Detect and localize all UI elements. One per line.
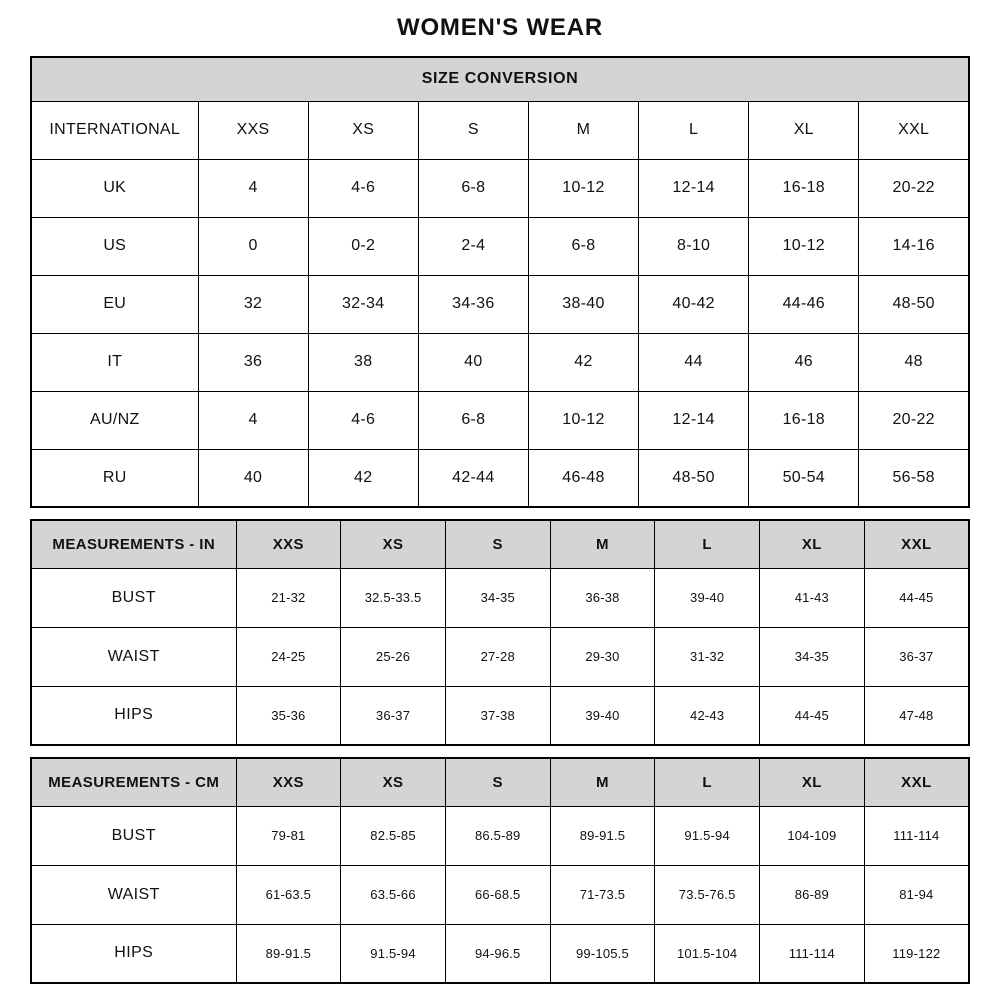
cell-value: 38 — [308, 333, 418, 391]
cell-value: 66-68.5 — [445, 865, 550, 924]
table-row — [31, 101, 969, 159]
row-label: BUST — [31, 806, 236, 865]
size-header-cell: XXS — [236, 758, 341, 806]
size-header-cell: XXL — [864, 758, 969, 806]
table-row — [31, 449, 969, 507]
cell-value: 39-40 — [550, 686, 655, 745]
cell-value: 89-91.5 — [550, 806, 655, 865]
cell-value: 6-8 — [418, 159, 528, 217]
size-header-cell: S — [445, 758, 550, 806]
cell-value: 47-48 — [864, 686, 969, 745]
cell-value: 2-4 — [418, 217, 528, 275]
cell-value: 4-6 — [308, 391, 418, 449]
cell-value: 104-109 — [760, 806, 865, 865]
cell-value: 10-12 — [528, 391, 638, 449]
row-label: EU — [31, 275, 198, 333]
size-conversion-header: SIZE CONVERSION — [31, 57, 969, 101]
cell-value: 14-16 — [859, 217, 969, 275]
cell-value: 94-96.5 — [445, 924, 550, 983]
cell-value: 40 — [198, 449, 308, 507]
cell-value: 24-25 — [236, 627, 341, 686]
table-row — [31, 627, 969, 686]
cell-value: 34-35 — [445, 568, 550, 627]
cell-value: 16-18 — [749, 159, 859, 217]
table-row — [31, 924, 969, 983]
size-header-cell: L — [655, 520, 760, 568]
cell-value: 73.5-76.5 — [655, 865, 760, 924]
cell-value: 81-94 — [864, 865, 969, 924]
cell-value: 61-63.5 — [236, 865, 341, 924]
cell-value: 20-22 — [859, 391, 969, 449]
cell-value: XL — [749, 101, 859, 159]
cell-value: 89-91.5 — [236, 924, 341, 983]
size-header-cell: M — [550, 520, 655, 568]
cell-value: 4 — [198, 159, 308, 217]
cell-value: 0-2 — [308, 217, 418, 275]
cell-value: 36-37 — [864, 627, 969, 686]
cell-value: 34-35 — [760, 627, 865, 686]
row-label: HIPS — [31, 686, 236, 745]
table-row — [31, 333, 969, 391]
measurements-cm-header-label: MEASUREMENTS - CM — [31, 758, 236, 806]
cell-value: 48 — [859, 333, 969, 391]
cell-value: 20-22 — [859, 159, 969, 217]
size-header-cell: L — [655, 758, 760, 806]
cell-value: 50-54 — [749, 449, 859, 507]
cell-value: 12-14 — [639, 159, 749, 217]
cell-value: XXL — [859, 101, 969, 159]
cell-value: 36 — [198, 333, 308, 391]
cell-value: 44-45 — [760, 686, 865, 745]
cell-value: 4 — [198, 391, 308, 449]
cell-value: S — [418, 101, 528, 159]
cell-value: 63.5-66 — [341, 865, 446, 924]
size-header-cell: XS — [341, 758, 446, 806]
cell-value: 0 — [198, 217, 308, 275]
table-row — [31, 391, 969, 449]
row-label: US — [31, 217, 198, 275]
table-row — [31, 568, 969, 627]
cell-value: 29-30 — [550, 627, 655, 686]
cell-value: 42 — [528, 333, 638, 391]
cell-value: 42-44 — [418, 449, 528, 507]
measurements-in-header-label: MEASUREMENTS - IN — [31, 520, 236, 568]
cell-value: 79-81 — [236, 806, 341, 865]
cell-value: XXS — [198, 101, 308, 159]
cell-value: 21-32 — [236, 568, 341, 627]
cell-value: L — [639, 101, 749, 159]
cell-value: 111-114 — [760, 924, 865, 983]
cell-value: 41-43 — [760, 568, 865, 627]
cell-value: 56-58 — [859, 449, 969, 507]
table-row — [31, 806, 969, 865]
cell-value: 42 — [308, 449, 418, 507]
measurements-in-table — [30, 519, 970, 746]
cell-value: M — [528, 101, 638, 159]
cell-value: 40 — [418, 333, 528, 391]
cell-value: 99-105.5 — [550, 924, 655, 983]
cell-value: 40-42 — [639, 275, 749, 333]
cell-value: 35-36 — [236, 686, 341, 745]
row-label: UK — [31, 159, 198, 217]
cell-value: 86.5-89 — [445, 806, 550, 865]
cell-value: 82.5-85 — [341, 806, 446, 865]
cell-value: 101.5-104 — [655, 924, 760, 983]
table-header-row — [31, 520, 969, 568]
size-conversion-table — [30, 56, 970, 508]
table-row — [31, 159, 969, 217]
row-label: AU/NZ — [31, 391, 198, 449]
cell-value: 38-40 — [528, 275, 638, 333]
row-label: BUST — [31, 568, 236, 627]
cell-value: 37-38 — [445, 686, 550, 745]
size-header-cell: M — [550, 758, 655, 806]
cell-value: 34-36 — [418, 275, 528, 333]
cell-value: 39-40 — [655, 568, 760, 627]
cell-value: 36-37 — [341, 686, 446, 745]
size-header-cell: XXS — [236, 520, 341, 568]
cell-value: 91.5-94 — [655, 806, 760, 865]
row-label: RU — [31, 449, 198, 507]
cell-value: 36-38 — [550, 568, 655, 627]
row-label: HIPS — [31, 924, 236, 983]
cell-value: 86-89 — [760, 865, 865, 924]
cell-value: 6-8 — [418, 391, 528, 449]
cell-value: 10-12 — [749, 217, 859, 275]
cell-value: 44-45 — [864, 568, 969, 627]
table-row — [31, 275, 969, 333]
cell-value: 46 — [749, 333, 859, 391]
cell-value: 48-50 — [639, 449, 749, 507]
size-header-cell: S — [445, 520, 550, 568]
cell-value: 48-50 — [859, 275, 969, 333]
size-header-cell: XL — [760, 758, 865, 806]
table-row — [31, 865, 969, 924]
row-label: IT — [31, 333, 198, 391]
cell-value: 16-18 — [749, 391, 859, 449]
cell-value: 25-26 — [341, 627, 446, 686]
table-header-row — [31, 57, 969, 101]
cell-value: 32.5-33.5 — [341, 568, 446, 627]
cell-value: 42-43 — [655, 686, 760, 745]
row-label: WAIST — [31, 865, 236, 924]
row-label: WAIST — [31, 627, 236, 686]
cell-value: 8-10 — [639, 217, 749, 275]
cell-value: 111-114 — [864, 806, 969, 865]
cell-value: 32 — [198, 275, 308, 333]
cell-value: 44 — [639, 333, 749, 391]
cell-value: 31-32 — [655, 627, 760, 686]
cell-value: 12-14 — [639, 391, 749, 449]
cell-value: 91.5-94 — [341, 924, 446, 983]
table-row — [31, 686, 969, 745]
cell-value: 71-73.5 — [550, 865, 655, 924]
measurements-cm-table — [30, 757, 970, 984]
cell-value: 119-122 — [864, 924, 969, 983]
table-header-row — [31, 758, 969, 806]
cell-value: 44-46 — [749, 275, 859, 333]
cell-value: 4-6 — [308, 159, 418, 217]
size-header-cell: XS — [341, 520, 446, 568]
size-header-cell: XXL — [864, 520, 969, 568]
cell-value: 46-48 — [528, 449, 638, 507]
table-row — [31, 217, 969, 275]
cell-value: 6-8 — [528, 217, 638, 275]
page-title: WOMEN'S WEAR — [397, 14, 603, 41]
cell-value: 32-34 — [308, 275, 418, 333]
row-label: INTERNATIONAL — [31, 101, 198, 159]
cell-value: XS — [308, 101, 418, 159]
size-header-cell: XL — [760, 520, 865, 568]
cell-value: 27-28 — [445, 627, 550, 686]
cell-value: 10-12 — [528, 159, 638, 217]
